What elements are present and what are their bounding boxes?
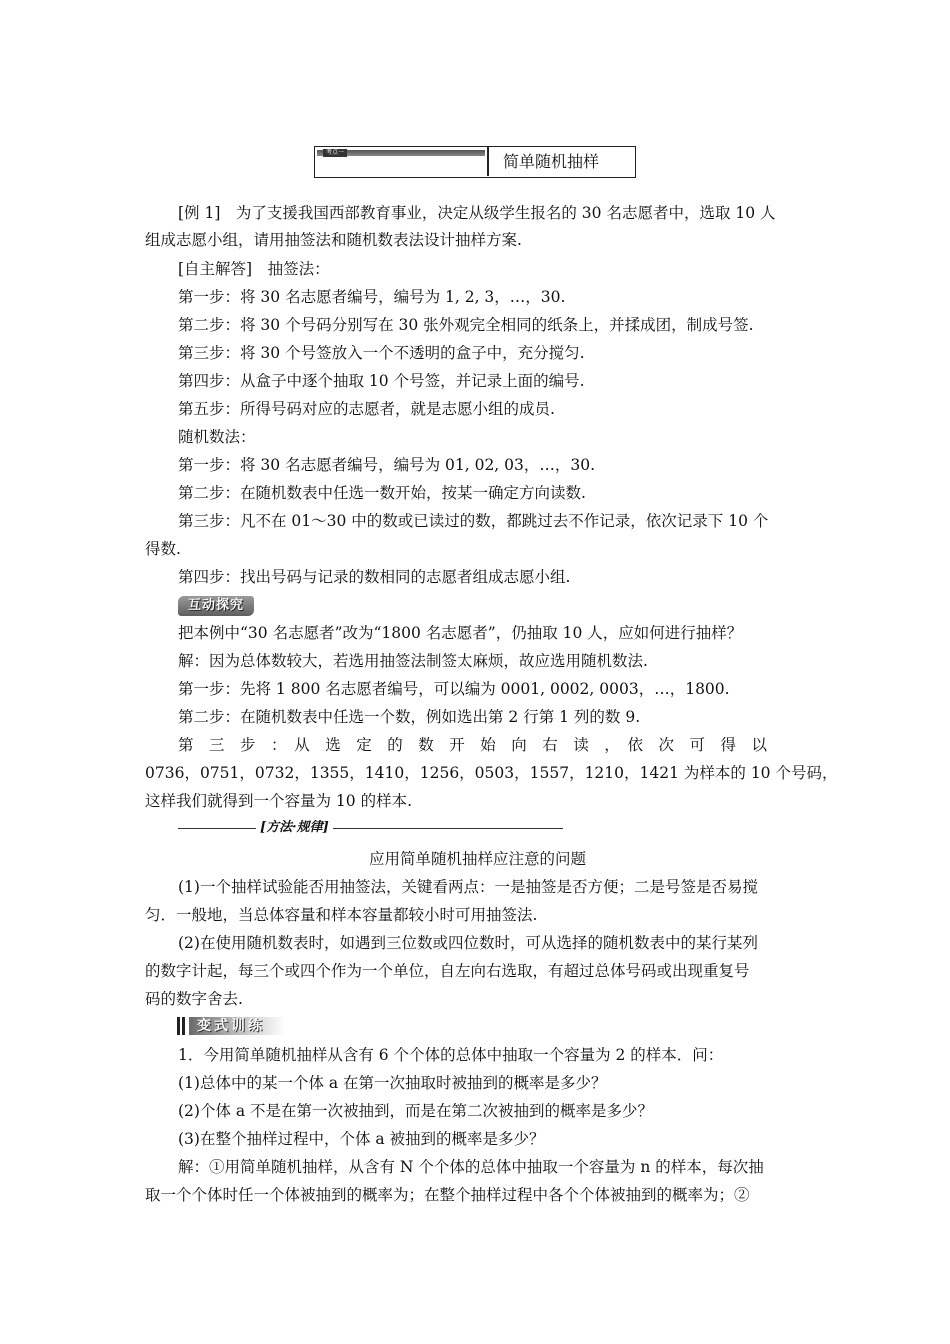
training-subquestion: (1)总体中的某一个体 a 在第一次抽取时被抽到的概率是多少？ xyxy=(178,1074,607,1092)
explore-solution: 解：因为总体数较大，若选用抽签法制签太麻烦，故应选用随机数法. xyxy=(178,652,648,670)
lot-step: 第三步：将 30 个号签放入一个不透明的盒子中，充分搅匀. xyxy=(178,344,585,362)
method-label: [方法·规律] xyxy=(260,820,329,835)
lot-step: 第四步：从盒子中逐个抽取 10 个号签，并记录上面的编号. xyxy=(178,372,585,390)
method-paragraph-line: 的数字计起，每三个或四个作为一个单位，自左向右选取，有超过总体号码或出现重复号 xyxy=(145,962,750,980)
section-title: 简单随机抽样 xyxy=(503,152,600,171)
training-question: 1．今用简单随机抽样从含有 6 个个体的总体中抽取一个容量为 2 的样本．问： xyxy=(178,1046,724,1064)
example-text-line: 组成志愿小组，请用抽签法和随机数表法设计抽样方案. xyxy=(145,231,522,249)
random-step: 第一步：将 30 名志愿者编号，编号为 01, 02, 03，…，30. xyxy=(178,456,596,474)
section-tab-label: 考点一 xyxy=(323,149,347,157)
method-title: 应用简单随机抽样应注意的问题 xyxy=(368,850,586,868)
explore-step: 第 三 步 ： 从 选 定 的 数 开 始 向 右 读 ， 依 次 可 得 以 xyxy=(178,736,768,754)
training-subquestion: (2)个体 a 不是在第一次被抽到，而是在第二次被抽到的概率是多少？ xyxy=(178,1102,654,1120)
lot-step: 第五步：所得号码对应的志愿者，就是志愿小组的成员. xyxy=(178,400,555,418)
method-paragraph-line: 码的数字舍去. xyxy=(145,990,243,1008)
random-step: 第三步：凡不在 01～30 中的数或已读过的数，都跳过去不作记录，依次记录下 10 个 xyxy=(178,512,769,530)
random-step: 第四步：找出号码与记录的数相同的志愿者组成志愿小组. xyxy=(178,568,571,586)
variant-training-label: 变式训练 xyxy=(197,1018,265,1034)
section-header-box xyxy=(314,146,636,178)
method-paragraph-line: (1)一个抽样试验能否用抽签法，关键看两点：一是抽签是否方便；二是号签是否易搅 xyxy=(178,878,758,896)
random-method-heading: 随机数法： xyxy=(178,428,256,446)
lot-step: 第一步：将 30 名志愿者编号，编号为 1, 2, 3，…，30. xyxy=(178,288,566,306)
training-solution-line: 解：①用简单随机抽样，从含有 N 个个体的总体中抽取一个容量为 n 的样本，每次抽 xyxy=(178,1158,764,1176)
variant-training-badge xyxy=(177,1016,287,1036)
method-paragraph-line: (2)在使用随机数表时，如遇到三位数或四位数时，可从选择的随机数表中的某行某列 xyxy=(178,934,758,952)
random-step: 第二步：在随机数表中任选一数开始，按某一确定方向读数. xyxy=(178,484,586,502)
explore-step: 0736，0751，0732，1355，1410，1256，0503，1557，1210，1421 为样本的 10 个号码， xyxy=(145,764,838,782)
explore-step: 这样我们就得到一个容量为 10 的样本. xyxy=(145,792,413,810)
explore-step: 第二步：在随机数表中任选一个数，例如选出第 2 行第 1 列的数 9. xyxy=(178,708,641,726)
lot-step: 第二步：将 30 个号码分别写在 30 张外观完全相同的纸条上，并揉成团，制成号签. xyxy=(178,316,754,334)
section-tab xyxy=(315,147,487,159)
divider-dash-right xyxy=(333,828,563,829)
random-step: 得数. xyxy=(145,540,181,558)
header-divider xyxy=(487,147,489,176)
badge-bars-icon xyxy=(177,1017,187,1035)
example-text-line: [例 1] 为了支援我国西部教育事业，决定从级学生报名的 30 名志愿者中，选取 10 人 xyxy=(178,204,776,222)
method-paragraph-line: 匀．一般地，当总体容量和样本容量都较小时可用抽签法. xyxy=(145,906,538,924)
training-subquestion: (3)在整个抽样过程中，个体 a 被抽到的概率是多少？ xyxy=(178,1130,545,1148)
answer-heading: [自主解答] 抽签法： xyxy=(178,260,330,278)
interactive-explore-badge: 互动探究 xyxy=(178,596,254,616)
method-rule-divider xyxy=(178,818,598,838)
divider-dash-left xyxy=(178,828,256,829)
explore-question: 把本例中“30 名志愿者”改为“1800 名志愿者”，仍抽取 10 人，应如何进行抽样？ xyxy=(178,624,743,642)
training-solution-line: 取一个个体时任一个体被抽到的概率为；在整个抽样过程中各个个体被抽到的概率为；② xyxy=(145,1186,750,1204)
explore-step: 第一步：先将 1 800 名志愿者编号，可以编为 0001, 0002, 0003，…，1800. xyxy=(178,680,730,698)
